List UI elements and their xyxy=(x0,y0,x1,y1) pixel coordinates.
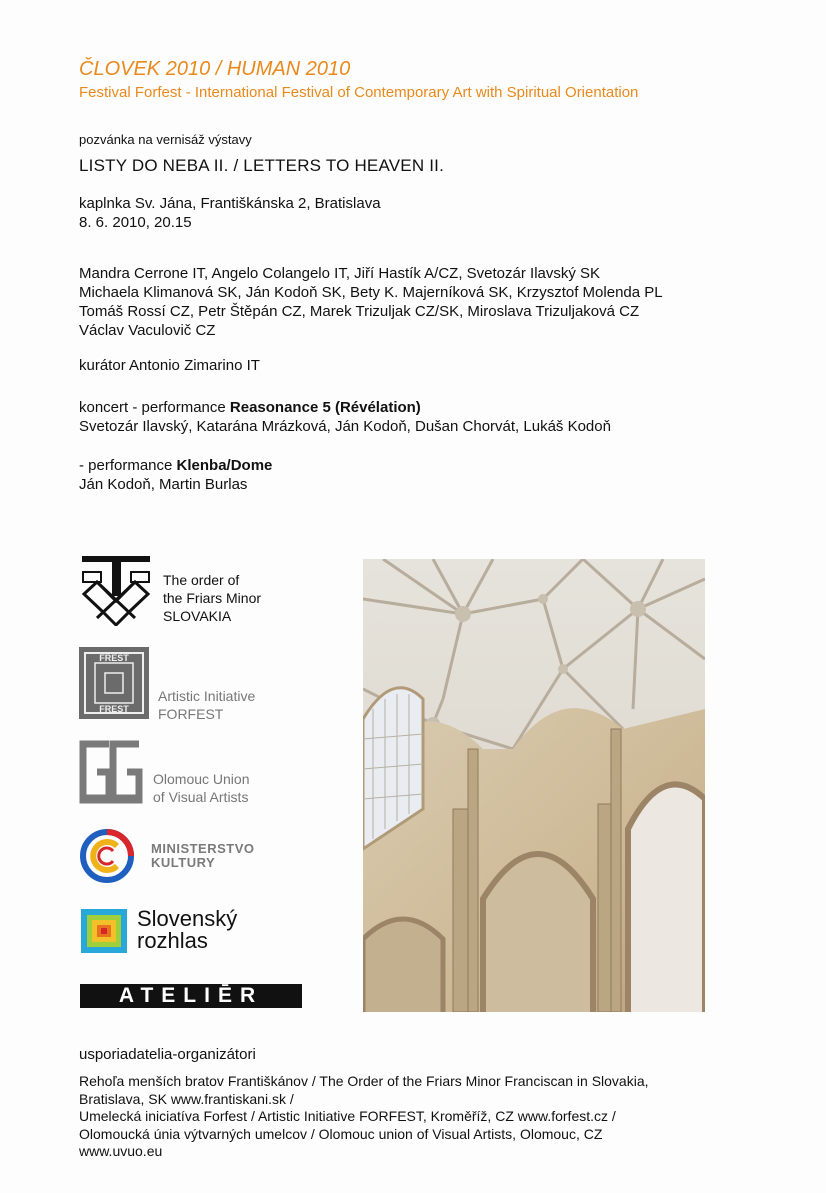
artists-line: Michaela Klimanová SK, Ján Kodoň SK, Bety K. Majerníková SK, Krzysztof Molenda PL xyxy=(79,284,663,301)
organizer-line: Olomoucká únia výtvarných umelcov / Olomouc union of Visual Artists, Olomouc, CZ xyxy=(79,1125,603,1142)
ministry-culture-logo xyxy=(79,828,137,884)
ministry-line: MINISTERSTVO xyxy=(151,841,255,856)
organizer-line: Rehoľa menších bratov Františkánov / The Order of the Friars Minor Franciscan in Slovakia, xyxy=(79,1073,649,1089)
performance-line xyxy=(79,456,272,475)
forfest-line: Artistic Initiative xyxy=(158,688,256,704)
svg-text:FREST: FREST xyxy=(99,653,129,663)
slovensky-rozhlas-logo xyxy=(80,908,128,954)
atelier-logo: ATELIĒR xyxy=(80,984,302,1008)
curator: kurátor Antonio Zimarino IT xyxy=(79,357,260,374)
concert-line xyxy=(79,398,611,417)
radio-line: rozhlas xyxy=(137,928,208,953)
olomouc-union-logo xyxy=(79,740,143,804)
ministry-culture-text xyxy=(151,842,255,870)
forfest-text xyxy=(158,687,255,723)
artists-list xyxy=(79,264,663,340)
ministry-line: KULTURY xyxy=(151,855,216,870)
venue-datetime: 8. 6. 2010, 20.15 xyxy=(79,214,192,231)
organizers-list xyxy=(79,1073,649,1161)
festival-subtitle: Festival Forfest - International Festival of Contemporary Art with Spiritual Orientation xyxy=(79,84,639,101)
radio-line: Slovenský xyxy=(137,906,238,931)
invitation-label: pozvánka na vernisáž výstavy xyxy=(79,132,252,147)
forfest-logo xyxy=(79,647,149,719)
artists-line: Tomáš Rossí CZ, Petr Štěpán CZ, Marek Trizuljak CZ/SK, Miroslava Trizuljaková CZ xyxy=(79,303,640,320)
forfest-line: FORFEST xyxy=(158,706,224,722)
concert-block xyxy=(79,398,611,436)
slovensky-rozhlas-text xyxy=(137,908,237,952)
concert-performers: Svetozár Ilavský, Katarána Mrázková, Ján Kodoň, Dušan Chorvát, Lukáš Kodoň xyxy=(79,418,611,435)
performance-title: Klenba/Dome xyxy=(176,457,273,474)
venue-block xyxy=(79,194,381,232)
friars-minor-text xyxy=(163,571,261,625)
organizer-line: www.uvuo.eu xyxy=(79,1143,163,1159)
gothic-vault-photo xyxy=(363,559,705,1012)
organizer-line: Umelecká iniciatíva Forfest / Artistic Initiative FORFEST, Kroměříž, CZ www.forfest.cz / xyxy=(79,1108,616,1124)
olomouc-union-text xyxy=(153,770,250,806)
festival-title: ČLOVEK 2010 / HUMAN 2010 xyxy=(79,58,351,80)
friars-line: The order of xyxy=(163,572,240,588)
performance-block xyxy=(79,456,272,494)
svg-text:FREST: FREST xyxy=(99,704,129,714)
friars-line: the Friars Minor xyxy=(163,590,262,606)
performance-performers: Ján Kodoň, Martin Burlas xyxy=(79,476,248,493)
concert-prefix: koncert - performance xyxy=(79,399,230,416)
venue-place: kaplnka Sv. Jána, Františkánska 2, Bratislava xyxy=(79,195,381,212)
concert-title: Reasonance 5 (Révélation) xyxy=(229,399,421,416)
olomouc-line: of Visual Artists xyxy=(153,789,249,805)
exhibition-title: LISTY DO NEBA II. / LETTERS TO HEAVEN II. xyxy=(79,156,444,175)
artists-line: Mandra Cerrone IT, Angelo Colangelo IT, Jiří Hastík A/CZ, Svetozár Ilavský SK xyxy=(79,265,601,282)
friars-line: SLOVAKIA xyxy=(163,608,232,624)
olomouc-line: Olomouc Union xyxy=(153,771,250,787)
artists-line: Václav Vaculovič CZ xyxy=(79,322,216,339)
friars-minor-logo xyxy=(79,554,153,626)
performance-prefix: - performance xyxy=(79,457,177,474)
organizer-line: Bratislava, SK www.frantiskani.sk / xyxy=(79,1090,294,1107)
organizers-heading: usporiadatelia-organizátori xyxy=(79,1046,256,1063)
